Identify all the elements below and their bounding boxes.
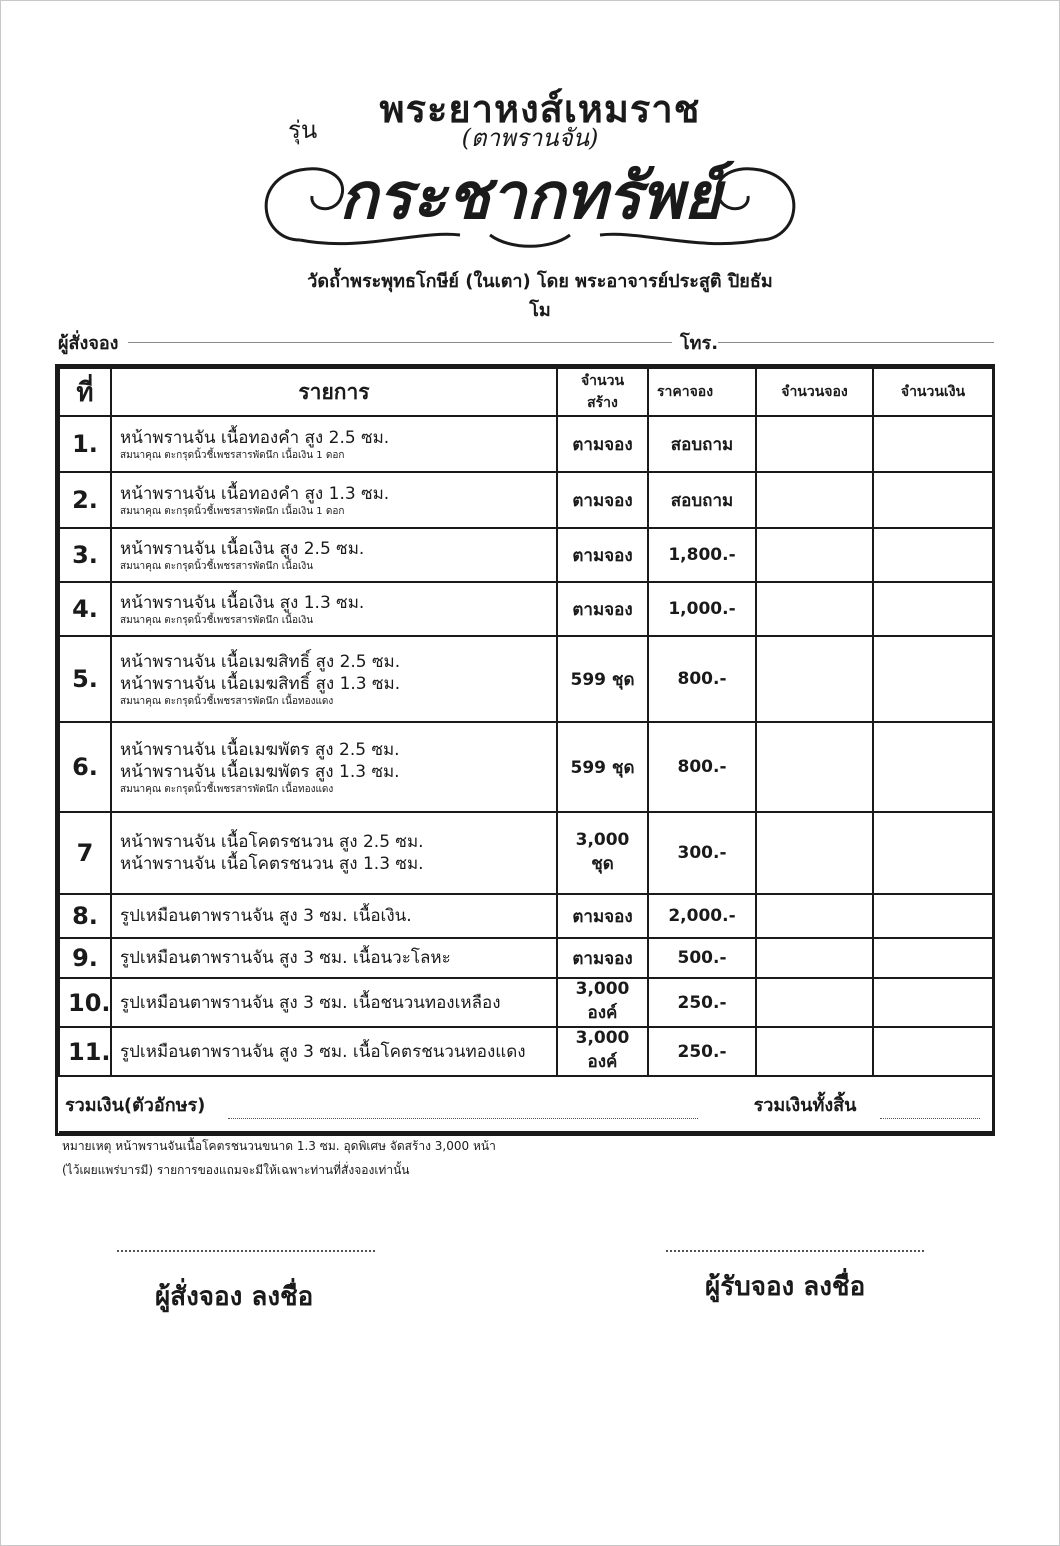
edition-name: กระชากทรัพย์ xyxy=(339,159,721,234)
total-row xyxy=(59,1076,993,1132)
row-price: สอบถาม xyxy=(648,472,756,528)
row-item xyxy=(111,472,557,528)
row-price: 500.- xyxy=(648,938,756,978)
header-price: ราคาจอง xyxy=(648,368,756,416)
row-qty-order-field[interactable] xyxy=(756,978,873,1027)
phone-label: โทร. xyxy=(680,333,719,354)
row-number: 1. xyxy=(59,416,111,472)
table-row xyxy=(59,472,993,528)
row-qty-order-field[interactable] xyxy=(756,416,873,472)
page-title: พระยาหงส์เหมราช xyxy=(379,86,701,131)
row-qty-made: 599 ชุด xyxy=(557,636,648,722)
row-item xyxy=(111,1027,557,1076)
orderer-field[interactable] xyxy=(128,342,672,343)
row-qty-order-field[interactable] xyxy=(756,472,873,528)
remark xyxy=(62,1134,662,1182)
orderer-label: ผู้สั่งจอง xyxy=(58,333,119,354)
row-amount-field[interactable] xyxy=(873,894,993,938)
row-number: 5. xyxy=(59,636,111,722)
table-row xyxy=(59,1027,993,1076)
row-amount-field[interactable] xyxy=(873,978,993,1027)
row-item-line: รูปเหมือนตาพรานจัน สูง 3 ซม. เนื้อโคตรชนวนทองแดง xyxy=(120,1041,526,1062)
orderer-signature-label: ผู้สั่งจอง ลงชื่อ xyxy=(155,1282,314,1312)
row-number: 2. xyxy=(59,472,111,528)
row-qty-made: 3,000 องค์ xyxy=(557,1027,648,1076)
row-item xyxy=(111,812,557,894)
row-price: 2,000.- xyxy=(648,894,756,938)
row-item-line: รูปเหมือนตาพรานจัน สูง 3 ซม. เนื้อนวะโลหะ xyxy=(120,948,451,968)
row-qty-order-field[interactable] xyxy=(756,528,873,582)
row-price: สอบถาม xyxy=(648,416,756,472)
header-amount: จำนวนเงิน xyxy=(873,368,993,416)
row-qty-made: 599 ชุด xyxy=(557,722,648,812)
table-row xyxy=(59,582,993,636)
table-row xyxy=(59,978,993,1027)
table-row xyxy=(59,938,993,978)
row-item-line: หน้าพรานจัน เนื้อเมฆสิทธิ์ สูง 2.5 ซม. xyxy=(120,651,401,672)
row-amount-field[interactable] xyxy=(873,636,993,722)
header-item: รายการ xyxy=(111,368,557,416)
edition-label: รุ่น xyxy=(288,116,318,144)
row-price: 800.- xyxy=(648,636,756,722)
receiver-signature-field[interactable] xyxy=(666,1250,924,1252)
total-words-label: รวมเงิน(ตัวอักษร) xyxy=(65,1094,206,1116)
row-item-note: สมนาคุณ ตะกรุดนิ้วชี้เพชรสารพัดนึก เนื้อทองแดง xyxy=(120,695,334,707)
total-all-field[interactable] xyxy=(880,1117,980,1119)
total-words-field[interactable] xyxy=(228,1117,698,1119)
row-item-line: หน้าพรานจัน เนื้อเมฆพัตร สูง 2.5 ซม. xyxy=(120,739,400,760)
table-row xyxy=(59,636,993,722)
row-qty-made: ตามจอง xyxy=(557,416,648,472)
header-no: ที่ xyxy=(59,368,111,416)
row-number: 11. xyxy=(59,1027,111,1076)
row-item xyxy=(111,722,557,812)
row-qty-made: ตามจอง xyxy=(557,938,648,978)
order-table xyxy=(55,364,995,1136)
row-number: 7 xyxy=(59,812,111,894)
orderer-signature-field[interactable] xyxy=(117,1250,375,1252)
row-item-line: หน้าพรานจัน เนื้อโคตรชนวน สูง 1.3 ซม. xyxy=(120,854,424,874)
row-item xyxy=(111,938,557,978)
row-item xyxy=(111,582,557,636)
row-price: 250.- xyxy=(648,1027,756,1076)
receiver-signature-label: ผู้รับจอง ลงชื่อ xyxy=(705,1272,866,1302)
row-item-line: หน้าพรานจัน เนื้อเงิน สูง 1.3 ซม. xyxy=(120,592,365,613)
row-number: 3. xyxy=(59,528,111,582)
row-price: 800.- xyxy=(648,722,756,812)
row-qty-order-field[interactable] xyxy=(756,938,873,978)
row-qty-made: 3,000 องค์ xyxy=(557,978,648,1027)
row-qty-made: ตามจอง xyxy=(557,528,648,582)
phone-field[interactable] xyxy=(718,342,994,343)
table-header-row xyxy=(59,368,993,416)
row-qty-made: 3,000 ชุด xyxy=(557,812,648,894)
header-qty-made: จำนวนสร้าง xyxy=(557,368,648,416)
row-qty-order-field[interactable] xyxy=(756,1027,873,1076)
row-item xyxy=(111,636,557,722)
row-qty-made: ตามจอง xyxy=(557,582,648,636)
row-item-line: หน้าพรานจัน เนื้อเมฆสิทธิ์ สูง 1.3 ซม. xyxy=(120,673,401,694)
row-item-line: หน้าพรานจัน เนื้อโคตรชนวน สูง 2.5 ซม. xyxy=(120,832,424,852)
row-amount-field[interactable] xyxy=(873,1027,993,1076)
row-item-line: หน้าพรานจัน เนื้อทองคำ สูง 2.5 ซม. xyxy=(120,427,390,448)
row-amount-field[interactable] xyxy=(873,472,993,528)
header-qty-order: จำนวนจอง xyxy=(756,368,873,416)
row-number: 8. xyxy=(59,894,111,938)
row-qty-made: ตามจอง xyxy=(557,894,648,938)
temple-line: วัดถ้ำพระพุทธโกษีย์ (ในเตา) โดย พระอาจารย์ประสูติ ปิยธัมโม xyxy=(307,271,773,321)
row-item-note: สมนาคุณ ตะกรุดนิ้วชี้เพชรสารพัดนึก เนื้อเงิน 1 ดอก xyxy=(120,505,345,517)
row-item-line: หน้าพรานจัน เนื้อเงิน สูง 2.5 ซม. xyxy=(120,538,365,559)
row-item-note: สมนาคุณ ตะกรุดนิ้วชี้เพชรสารพัดนึก เนื้อเงิน xyxy=(120,614,314,626)
row-number: 9. xyxy=(59,938,111,978)
row-qty-order-field[interactable] xyxy=(756,636,873,722)
row-item xyxy=(111,978,557,1027)
table-row xyxy=(59,812,993,894)
row-item-note: สมนาคุณ ตะกรุดนิ้วชี้เพชรสารพัดนึก เนื้อเงิน 1 ดอก xyxy=(120,449,345,461)
row-item-line: รูปเหมือนตาพรานจัน สูง 3 ซม. เนื้อชนวนทองเหลือง xyxy=(120,992,501,1013)
row-number: 10. xyxy=(59,978,111,1027)
row-item xyxy=(111,894,557,938)
row-item xyxy=(111,416,557,472)
remark-line-2: (ไว้เผยแพร่บารมี) รายการของแถมจะมีให้เฉพาะท่านที่สั่งจองเท่านั้น xyxy=(62,1163,410,1177)
row-amount-field[interactable] xyxy=(873,416,993,472)
table-row xyxy=(59,894,993,938)
table-row xyxy=(59,416,993,472)
total-all-label: รวมเงินทั้งสิ้น xyxy=(753,1094,857,1116)
row-amount-field[interactable] xyxy=(873,582,993,636)
row-item-note: สมนาคุณ ตะกรุดนิ้วชี้เพชรสารพัดนึก เนื้อทองแดง xyxy=(120,783,334,795)
row-price: 1,000.- xyxy=(648,582,756,636)
row-amount-field[interactable] xyxy=(873,528,993,582)
row-item-line: หน้าพรานจัน เนื้อทองคำ สูง 1.3 ซม. xyxy=(120,483,390,504)
row-item xyxy=(111,528,557,582)
row-number: 6. xyxy=(59,722,111,812)
page-subtitle: (ตาพรานจัน) xyxy=(461,124,599,152)
row-qty-made: ตามจอง xyxy=(557,472,648,528)
row-item-line: หน้าพรานจัน เนื้อเมฆพัตร สูง 1.3 ซม. xyxy=(120,761,400,782)
row-price: 300.- xyxy=(648,812,756,894)
row-qty-order-field[interactable] xyxy=(756,722,873,812)
row-number: 4. xyxy=(59,582,111,636)
row-amount-field[interactable] xyxy=(873,938,993,978)
row-qty-order-field[interactable] xyxy=(756,582,873,636)
row-amount-field[interactable] xyxy=(873,812,993,894)
row-price: 250.- xyxy=(648,978,756,1027)
table-row xyxy=(59,722,993,812)
row-qty-order-field[interactable] xyxy=(756,812,873,894)
row-price: 1,800.- xyxy=(648,528,756,582)
row-qty-order-field[interactable] xyxy=(756,894,873,938)
row-amount-field[interactable] xyxy=(873,722,993,812)
row-item-note: สมนาคุณ ตะกรุดนิ้วชี้เพชรสารพัดนึก เนื้อเงิน xyxy=(120,560,314,572)
row-item-line: รูปเหมือนตาพรานจัน สูง 3 ซม. เนื้อเงิน. xyxy=(120,906,412,926)
remark-line-1: หมายเหตุ หน้าพรานจันเนื้อโคตรชนวนขนาด 1.3 ซม. อุดพิเศษ จัดสร้าง 3,000 หน้า xyxy=(62,1139,496,1153)
table-row xyxy=(59,528,993,582)
